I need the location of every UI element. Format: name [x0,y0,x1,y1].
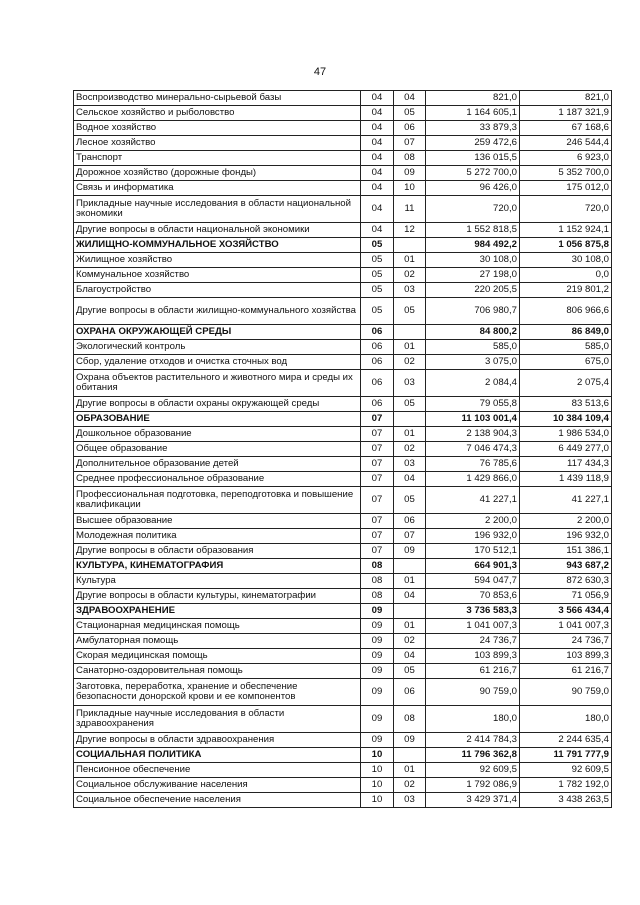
row-subsection-code: 02 [394,355,426,370]
table-row [74,514,612,529]
row-name: Связь и информатика [74,181,361,196]
row-name: ОБРАЗОВАНИЕ [74,412,361,427]
table-row [74,340,612,355]
row-value-2: 1 152 924,1 [520,223,612,238]
row-name: Скорая медицинская помощь [74,649,361,664]
row-section-code: 09 [361,619,394,634]
table-row [74,544,612,559]
row-value-2: 10 384 109,4 [520,412,612,427]
row-subsection-code: 02 [394,268,426,283]
row-value-2: 30 108,0 [520,253,612,268]
table-row [74,223,612,238]
row-subsection-code: 03 [394,370,426,397]
row-value-2: 61 216,7 [520,664,612,679]
row-subsection-code: 04 [394,91,426,106]
table-row [74,91,612,106]
row-value-1: 170 512,1 [426,544,520,559]
row-section-code: 04 [361,151,394,166]
row-value-2: 90 759,0 [520,679,612,706]
table-row [74,196,612,223]
row-value-2: 1 986 534,0 [520,427,612,442]
row-subsection-code: 05 [394,664,426,679]
row-name: Прикладные научные исследования в области национальной экономики [74,196,361,223]
row-value-1: 90 759,0 [426,679,520,706]
row-section-code: 07 [361,457,394,472]
row-value-1: 70 853,6 [426,589,520,604]
table-row [74,472,612,487]
row-subsection-code: 08 [394,706,426,733]
table-row [74,397,612,412]
row-section-code: 05 [361,238,394,253]
row-section-code: 09 [361,649,394,664]
row-value-2: 872 630,3 [520,574,612,589]
row-section-code: 07 [361,472,394,487]
row-value-2: 6 449 277,0 [520,442,612,457]
row-name: Водное хозяйство [74,121,361,136]
row-name: Сельское хозяйство и рыболовство [74,106,361,121]
table-row [74,121,612,136]
row-section-code: 04 [361,223,394,238]
row-value-2: 3 438 263,5 [520,793,612,808]
row-value-1: 2 084,4 [426,370,520,397]
row-subsection-code: 08 [394,151,426,166]
row-name: Молодежная политика [74,529,361,544]
row-section-code: 04 [361,166,394,181]
row-subsection-code: 05 [394,106,426,121]
row-name: Общее образование [74,442,361,457]
row-value-2: 3 566 434,4 [520,604,612,619]
row-subsection-code: 03 [394,793,426,808]
row-value-1: 3 736 583,3 [426,604,520,619]
table-row [74,181,612,196]
row-value-1: 33 879,3 [426,121,520,136]
row-section-code: 05 [361,253,394,268]
row-section-code: 06 [361,370,394,397]
row-value-2: 585,0 [520,340,612,355]
row-value-2: 196 932,0 [520,529,612,544]
row-value-1: 196 932,0 [426,529,520,544]
row-value-2: 151 386,1 [520,544,612,559]
row-value-1: 1 429 866,0 [426,472,520,487]
row-subsection-code: 07 [394,136,426,151]
table-row [74,793,612,808]
row-section-code: 09 [361,634,394,649]
row-value-1: 585,0 [426,340,520,355]
row-subsection-code: 02 [394,442,426,457]
row-value-2: 5 352 700,0 [520,166,612,181]
row-value-1: 96 426,0 [426,181,520,196]
row-value-1: 180,0 [426,706,520,733]
row-subsection-code: 06 [394,679,426,706]
row-section-code: 09 [361,733,394,748]
table-row [74,634,612,649]
row-section-code: 06 [361,355,394,370]
row-name: ЗДРАВООХРАНЕНИЕ [74,604,361,619]
page-number: 47 [313,66,327,78]
row-section-code: 04 [361,106,394,121]
row-name: Амбулаторная помощь [74,634,361,649]
row-value-1: 1 792 086,9 [426,778,520,793]
row-value-2: 2 200,0 [520,514,612,529]
row-name: Другие вопросы в области национальной экономики [74,223,361,238]
row-name: Среднее профессиональное образование [74,472,361,487]
row-value-1: 1 041 007,3 [426,619,520,634]
row-value-1: 664 901,3 [426,559,520,574]
row-value-2: 83 513,6 [520,397,612,412]
row-value-2: 806 966,6 [520,298,612,325]
row-subsection-code: 04 [394,649,426,664]
row-value-2: 71 056,9 [520,589,612,604]
row-section-code: 05 [361,268,394,283]
row-value-1: 594 047,7 [426,574,520,589]
row-value-1: 136 015,5 [426,151,520,166]
row-value-1: 984 492,2 [426,238,520,253]
row-value-2: 1 056 875,8 [520,238,612,253]
row-name: ЖИЛИЩНО-КОММУНАЛЬНОЕ ХОЗЯЙСТВО [74,238,361,253]
row-subsection-code: 10 [394,181,426,196]
row-name: Прикладные научные исследования в области здравоохранения [74,706,361,733]
row-subsection-code: 02 [394,634,426,649]
row-name: Транспорт [74,151,361,166]
row-subsection-code [394,412,426,427]
table-row [74,529,612,544]
row-section-code: 04 [361,136,394,151]
row-name: Другие вопросы в области жилищно-коммунального хозяйства [74,298,361,325]
row-subsection-code: 09 [394,733,426,748]
row-name: Другие вопросы в области культуры, кинематографии [74,589,361,604]
row-subsection-code: 05 [394,397,426,412]
row-subsection-code [394,748,426,763]
row-value-2: 821,0 [520,91,612,106]
row-value-2: 180,0 [520,706,612,733]
row-value-1: 220 205,5 [426,283,520,298]
row-subsection-code: 12 [394,223,426,238]
table-row [74,679,612,706]
row-subsection-code: 06 [394,121,426,136]
row-value-1: 84 800,2 [426,325,520,340]
row-subsection-code [394,559,426,574]
table-row [74,283,612,298]
row-subsection-code: 05 [394,487,426,514]
row-section-code: 10 [361,748,394,763]
row-value-1: 2 200,0 [426,514,520,529]
table-row [74,574,612,589]
row-value-2: 1 041 007,3 [520,619,612,634]
row-value-1: 2 414 784,3 [426,733,520,748]
row-subsection-code: 09 [394,166,426,181]
table-row [74,442,612,457]
row-name: Социальное обеспечение населения [74,793,361,808]
row-value-1: 821,0 [426,91,520,106]
budget-table [73,90,612,808]
table-row [74,649,612,664]
row-value-1: 720,0 [426,196,520,223]
row-subsection-code: 06 [394,514,426,529]
table-row [74,166,612,181]
table-row [74,106,612,121]
table-row [74,457,612,472]
row-section-code: 06 [361,397,394,412]
table-row [74,370,612,397]
row-section-code: 07 [361,412,394,427]
row-value-2: 86 849,0 [520,325,612,340]
table-row [74,763,612,778]
row-value-2: 6 923,0 [520,151,612,166]
row-value-1: 61 216,7 [426,664,520,679]
row-subsection-code: 04 [394,472,426,487]
row-value-1: 706 980,7 [426,298,520,325]
row-value-2: 219 801,2 [520,283,612,298]
row-section-code: 04 [361,121,394,136]
row-value-2: 92 609,5 [520,763,612,778]
row-section-code: 07 [361,442,394,457]
row-subsection-code [394,238,426,253]
row-name: СОЦИАЛЬНАЯ ПОЛИТИКА [74,748,361,763]
section-row [74,325,612,340]
row-name: Санаторно-оздоровительная помощь [74,664,361,679]
row-section-code: 08 [361,574,394,589]
section-row [74,238,612,253]
row-value-2: 720,0 [520,196,612,223]
row-name: Дошкольное образование [74,427,361,442]
table-row [74,298,612,325]
row-subsection-code: 04 [394,589,426,604]
table-row [74,778,612,793]
row-value-1: 3 075,0 [426,355,520,370]
row-section-code: 09 [361,664,394,679]
row-value-2: 11 791 777,9 [520,748,612,763]
row-value-2: 0,0 [520,268,612,283]
row-name: Культура [74,574,361,589]
row-value-2: 246 544,4 [520,136,612,151]
table-row [74,664,612,679]
row-name: Лесное хозяйство [74,136,361,151]
row-section-code: 09 [361,604,394,619]
row-name: Охрана объектов растительного и животного мира и среды их обитания [74,370,361,397]
row-value-1: 41 227,1 [426,487,520,514]
row-name: Социальное обслуживание населения [74,778,361,793]
row-name: Другие вопросы в области образования [74,544,361,559]
row-section-code: 08 [361,589,394,604]
row-section-code: 07 [361,514,394,529]
table-row [74,268,612,283]
row-subsection-code: 07 [394,529,426,544]
row-name: Профессиональная подготовка, переподготовка и повышение квалификации [74,487,361,514]
row-value-1: 79 055,8 [426,397,520,412]
row-name: Другие вопросы в области здравоохранения [74,733,361,748]
row-value-1: 11 796 362,8 [426,748,520,763]
table-row [74,589,612,604]
row-value-2: 1 439 118,9 [520,472,612,487]
row-value-1: 3 429 371,4 [426,793,520,808]
row-name: Заготовка, переработка, хранение и обеспечение безопасности донорской крови и ее компонентов [74,679,361,706]
row-subsection-code: 01 [394,619,426,634]
row-section-code: 07 [361,544,394,559]
row-subsection-code: 02 [394,778,426,793]
row-value-1: 76 785,6 [426,457,520,472]
row-section-code: 04 [361,91,394,106]
row-section-code: 06 [361,325,394,340]
row-name: Стационарная медицинская помощь [74,619,361,634]
row-value-1: 11 103 001,4 [426,412,520,427]
row-value-1: 1 552 818,5 [426,223,520,238]
row-subsection-code: 01 [394,253,426,268]
row-subsection-code: 01 [394,763,426,778]
row-name: Благоустройство [74,283,361,298]
row-value-2: 1 782 192,0 [520,778,612,793]
row-name: Высшее образование [74,514,361,529]
row-value-1: 27 198,0 [426,268,520,283]
row-name: ОХРАНА ОКРУЖАЮЩЕЙ СРЕДЫ [74,325,361,340]
row-name: Другие вопросы в области охраны окружающей среды [74,397,361,412]
table-row [74,355,612,370]
row-name: Дорожное хозяйство (дорожные фонды) [74,166,361,181]
row-section-code: 10 [361,778,394,793]
table-row [74,151,612,166]
row-subsection-code: 03 [394,283,426,298]
row-value-1: 103 899,3 [426,649,520,664]
section-row [74,559,612,574]
row-value-2: 1 187 321,9 [520,106,612,121]
row-name: Экологический контроль [74,340,361,355]
row-value-2: 2 244 635,4 [520,733,612,748]
row-subsection-code: 05 [394,298,426,325]
table-row [74,253,612,268]
row-subsection-code: 01 [394,574,426,589]
row-name: Коммунальное хозяйство [74,268,361,283]
row-subsection-code: 09 [394,544,426,559]
table-row [74,487,612,514]
row-section-code: 10 [361,793,394,808]
section-row [74,748,612,763]
table-row [74,706,612,733]
row-section-code: 07 [361,487,394,514]
row-value-2: 117 434,3 [520,457,612,472]
row-value-2: 2 075,4 [520,370,612,397]
row-subsection-code [394,604,426,619]
table-row [74,619,612,634]
row-section-code: 05 [361,298,394,325]
row-value-2: 675,0 [520,355,612,370]
table-row [74,427,612,442]
row-name: Сбор, удаление отходов и очистка сточных вод [74,355,361,370]
row-name: Пенсионное обеспечение [74,763,361,778]
row-value-1: 24 736,7 [426,634,520,649]
row-subsection-code: 11 [394,196,426,223]
row-section-code: 04 [361,196,394,223]
row-name: Жилищное хозяйство [74,253,361,268]
row-section-code: 04 [361,181,394,196]
row-value-1: 7 046 474,3 [426,442,520,457]
table-row [74,733,612,748]
row-value-2: 103 899,3 [520,649,612,664]
row-value-2: 175 012,0 [520,181,612,196]
table-row [74,136,612,151]
row-subsection-code: 01 [394,340,426,355]
row-value-1: 1 164 605,1 [426,106,520,121]
row-section-code: 08 [361,559,394,574]
row-value-2: 943 687,2 [520,559,612,574]
row-value-1: 92 609,5 [426,763,520,778]
row-value-2: 67 168,6 [520,121,612,136]
row-section-code: 07 [361,529,394,544]
row-value-1: 5 272 700,0 [426,166,520,181]
row-name: Воспроизводство минерально-сырьевой базы [74,91,361,106]
section-row [74,604,612,619]
row-section-code: 07 [361,427,394,442]
row-value-2: 41 227,1 [520,487,612,514]
row-subsection-code: 01 [394,427,426,442]
row-section-code: 09 [361,679,394,706]
row-value-1: 2 138 904,3 [426,427,520,442]
row-name: Дополнительное образование детей [74,457,361,472]
row-subsection-code [394,325,426,340]
section-row [74,412,612,427]
budget-table-body [74,91,612,808]
row-section-code: 05 [361,283,394,298]
row-value-2: 24 736,7 [520,634,612,649]
row-section-code: 10 [361,763,394,778]
row-value-1: 30 108,0 [426,253,520,268]
row-section-code: 06 [361,340,394,355]
row-subsection-code: 03 [394,457,426,472]
row-value-1: 259 472,6 [426,136,520,151]
row-section-code: 09 [361,706,394,733]
row-name: КУЛЬТУРА, КИНЕМАТОГРАФИЯ [74,559,361,574]
